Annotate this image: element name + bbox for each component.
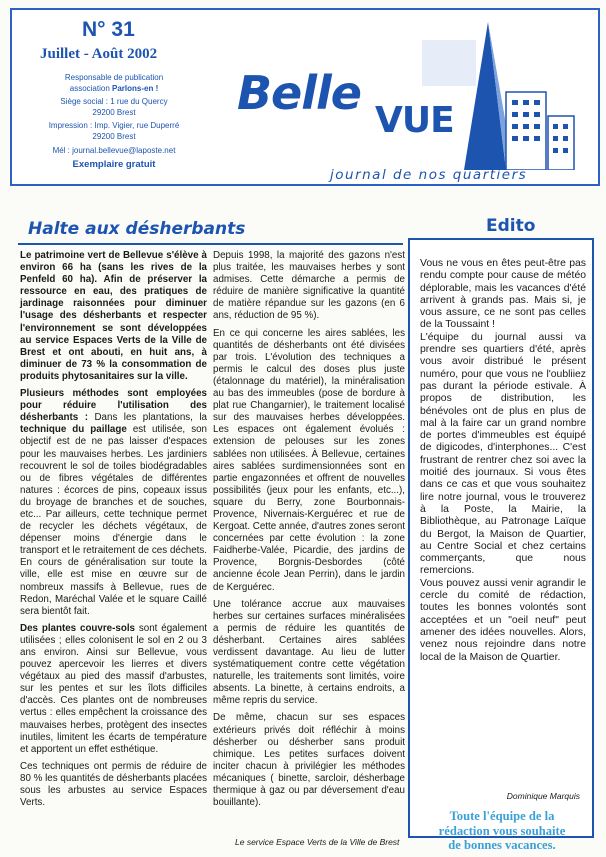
col2-paragraph-3: Une tolérance accrue aux mauvaises herbes sur certaines surfaces minéralisées a permis de réduire les quantités de désherbant. Certaines aires sablées verdissent davantage. Au lieu de lutter systématiquement contre cette végétation naturelle, les traitements sont limités, voire absents. La binette, à certains endroits, a même repris du service. bbox=[213, 598, 405, 707]
free-copy-label: Exemplaire gratuit bbox=[72, 159, 156, 170]
article-column-1 bbox=[20, 250, 207, 809]
closing-line-1: Toute l'équipe de la bbox=[449, 809, 555, 823]
col2-paragraph-2: En ce qui concerne les aires sablées, les quantités de désherbants ont été divisées par trois. L'évolution des techniques a permis le calcul des doses plus juste (étalonnage du matériel), la minéralisation au bas des immeubles (pose de bordure à plat rue Changarnier), le traitement localisé sur des mauvaises herbes développées. Les espaces ont également évolués : extension de pelouses sur les zones sablées non utilisées. À Bellevue, certaines aires sablées surdimensionnées sont en partie engazonnées et offrent de nouvelles possibilités (jeux pour les enfants, etc...), square du Berry, zone Bourbonnais-Provence, Nivernais-Kerguérec et rue de Kergoat. Cette année, d'autres zones seront concernées par cette évolution : la zone Faidherbe-Valée, Picardie, des jardins de Provence, Borgnis-Desbordes (côté ancienne école Jean Perrin), dans le jardin de Kerguérec. bbox=[213, 327, 405, 593]
logo-vue: VUE bbox=[375, 100, 454, 141]
edito-box bbox=[408, 238, 594, 852]
article-credit: Le service Espace Verts de la Ville de Brest bbox=[235, 837, 400, 847]
article-title: Halte aux désherbants bbox=[28, 219, 246, 239]
edito-signature: Dominique Marquis bbox=[506, 791, 580, 801]
col1-paragraph-2: Plusieurs méthodes sont employées pour réduire l'utilisation des désherbants : Dans les plantations, la technique du paillage est utilisée, son objectif est de ne pas laisser d'espaces pour les mauvaises herbes. Les jardiniers recouvrent le sol de toiles biodégradables ou de fibres végétales de différentes natures : écorces de pins, copeaux issus du broyage de branches et de souches, etc... Par ailleurs, cette technique permet de recycler les déchets végétaux, de dépenser moins d'énergie dans le transport et le retraitement de ces déchets. En cours de généralisation sur toute la ville, elle est mise en œuvre sur de nombreux massifs à Bellevue, rues de Redon, Maréchal Valée et le square Caillé sera bientôt fait. bbox=[20, 388, 208, 617]
office-address: Siège social : 1 rue du Quercy bbox=[60, 97, 168, 106]
title-divider bbox=[18, 243, 403, 245]
email-address: Mél : journal.bellevue@laposte.net bbox=[52, 146, 176, 155]
logo-subtitle: journal de nos quartiers bbox=[330, 167, 528, 183]
edito-title: Edito bbox=[486, 216, 536, 236]
closing-line-3: de bonnes vacances. bbox=[448, 838, 556, 852]
masthead bbox=[10, 8, 600, 186]
article-column-2 bbox=[213, 250, 405, 809]
publisher-line: Responsable de publication bbox=[64, 73, 164, 82]
church-spire-icon bbox=[402, 20, 582, 170]
edito-paragraph-3: Vous pouvez aussi venir agrandir le cercle du comité de rédaction, toutes les bonnes volontés sont acceptées et un "oeil neuf" peut amener des idées nouvelles. Alors, venez nous rejoindre dans notre local de la Maison de Quartier. bbox=[420, 577, 586, 663]
office-city: 29200 Brest bbox=[92, 108, 136, 117]
edito-paragraph-2: L'équipe du journal aussi va prendre ses quartiers d'été, après vous avoir distribué le présent numéro, pour que vous ne l'oubliiez pas durant la période estivale. À propos de distribution, les bénévoles ont de plus en plus de mal à la faire car un grand nombre de portes d'immeubles est équipé de digicodes, d'interphones... C'est frustrant de rentrer chez soi avec la moitié des journaux. Si vous êtes dans ce cas et que vous souhaitez lire notre journal, vous le trouverez à la Poste, la Mairie, la Bibliothèque, au Patronage Laïque du Bergot, la Maison de Quartier, au Centre Social et chez certains commerçants, que nous remercions. bbox=[420, 331, 586, 577]
printer-city: 29200 Brest bbox=[92, 132, 136, 141]
col1-paragraph-4: Ces techniques ont permis de réduire de 80 % les quantités de désherbants placées sous les arbustes au service Espaces Verts. bbox=[20, 760, 207, 809]
col1-paragraph-3: Des plantes couvre-sols sont également utilisées ; elles colonisent le sol en 2 ou 3 ans environ. Ainsi sur Bellevue, vous pouvez apercevoir les lierres et divers végétaux au pied des massif d'arbustes, sur les pentes et sur les îlots difficiles d'accès. Ces plantes ont de nombreuses vertus : elles empêchent la croissance des mauvaises herbes, protègent des insectes inutiles, limitent les écarts de température et apportent un effet esthétique. bbox=[20, 622, 207, 755]
edito-closing bbox=[416, 795, 588, 853]
publisher-association: association Parlons-en ! bbox=[69, 84, 159, 93]
issue-number: N° 31 bbox=[82, 18, 135, 41]
printer-address: Impression : Imp. Vigier, rue Duperré bbox=[48, 121, 180, 130]
col2-paragraph-4: De même, chacun sur ses espaces extérieurs privés doit réfléchir à moins désherber ou désherber sans produit chimique. Les petites surfaces doivent inciter chacun à privilégier les méthodes mécaniques ( binette, sarcloir, désherbage thermique à gaz ou par déversement d'eau bouillante). bbox=[213, 712, 405, 809]
col2-paragraph-1: Depuis 1998, la majorité des gazons n'est plus traitée, les mauvaises herbes y sont admises. Cette démarche a permis de réduire de manière significative la quantité de matière répandue sur les gazons (en 6 ans, réduction de 95 %). bbox=[213, 250, 405, 322]
closing-spacer bbox=[416, 795, 588, 809]
logo-belle: Belle bbox=[237, 66, 361, 120]
edito-text bbox=[420, 258, 586, 664]
edito-paragraph-1: Vous ne vous en êtes peut-être pas rendu compte pour cause de météo déplorable, mais les vacances d'été arrivent à grands pas. Mais si, je vous assure, ce ne sont pas celles de la Toussaint ! bbox=[420, 258, 586, 331]
issue-date: Juillet - Août 2002 bbox=[40, 46, 158, 62]
col1-paragraph-1: Le patrimoine vert de Bellevue s'élève à environ 66 ha (sans les rives de la Penfeld 60 ha). Afin de préserver la ressource en eau, des pratiques de jardinage raisonnées pour diminuer l'usage des désherbants et respecter l'environnement se sont développées au service Espaces Verts de la Ville de Brest et ont abouti, en huit ans, à diminuer de 73 % la consommation de produits phytosanitaires sur la ville. bbox=[20, 250, 207, 382]
closing-line-2: rédaction vous souhaite bbox=[438, 823, 566, 838]
